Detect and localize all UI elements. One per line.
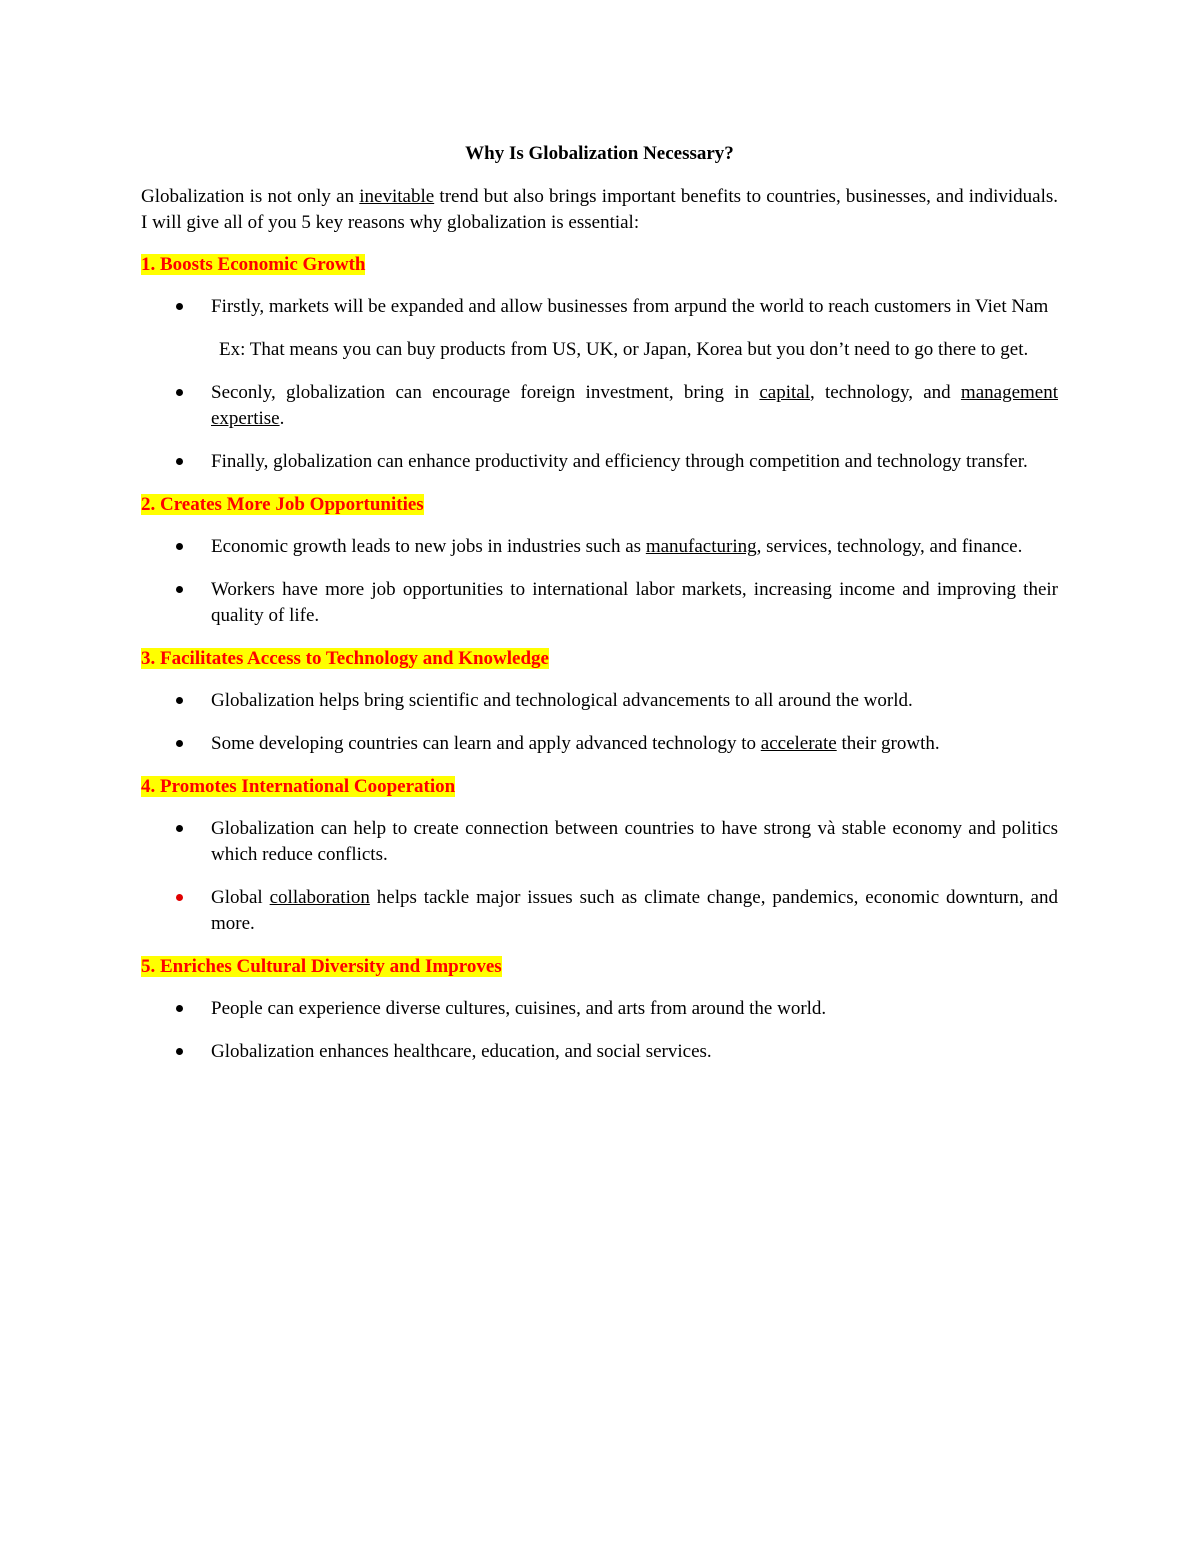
list-item: Economic growth leads to new jobs in industries such as manufacturing, services, technology, and finance.: [141, 534, 1058, 560]
list-item: Globalization can help to create connection between countries to have strong và stable economy and politics which reduce conflicts.: [141, 816, 1058, 868]
bullet-icon: [176, 586, 183, 593]
bullet-icon: [176, 825, 183, 832]
list-item: Globalization enhances healthcare, education, and social services.: [141, 1039, 1058, 1065]
section-2-list: [141, 534, 1058, 629]
red-bullet-icon: [176, 894, 183, 901]
bullet-icon: [176, 543, 183, 550]
document-body: [141, 141, 1058, 1082]
list-item: Global collaboration helps tackle major issues such as climate change, pandemics, economic downturn, and more.: [141, 885, 1058, 937]
section-3-list: [141, 688, 1058, 757]
section-1-list: [141, 294, 1058, 320]
intro-text-1: Globalization is not only an: [141, 186, 360, 207]
bullet-icon: [176, 303, 183, 310]
intro-text-2: trend but also brings important benefits to countries, businesses, and individuals. I will give all of you 5 key reasons why globalization is essential:: [141, 186, 1059, 233]
section-1-heading: 1. Boosts Economic Growth: [141, 254, 366, 275]
section-5-list: [141, 996, 1058, 1065]
section-3-heading: 3. Facilitates Access to Technology and Knowledge: [141, 648, 549, 669]
list-item: People can experience diverse cultures, cuisines, and arts from around the world.: [141, 996, 1058, 1022]
bullet-icon: [176, 1005, 183, 1012]
list-item: Seconly, globalization can encourage foreign investment, bring in capital, technology, and management expertise.: [141, 380, 1058, 432]
bullet-icon: [176, 458, 183, 465]
section-2-heading: 2. Creates More Job Opportunities: [141, 494, 424, 515]
intro-paragraph: [141, 184, 1058, 236]
bullet-icon: [176, 1048, 183, 1055]
bullet-icon: [176, 697, 183, 704]
section-5-heading: 5. Enriches Cultural Diversity and Improves: [141, 956, 502, 977]
list-item: Some developing countries can learn and apply advanced technology to accelerate their growth.: [141, 731, 1058, 757]
list-item: Globalization helps bring scientific and technological advancements to all around the world.: [141, 688, 1058, 714]
intro-underlined-term: inevitable: [359, 186, 435, 207]
example-paragraph: Ex: That means you can buy products from US, UK, or Japan, Korea but you don’t need to go there to get.: [219, 339, 1029, 360]
list-item: Finally, globalization can enhance productivity and efficiency through competition and technology transfer.: [141, 449, 1058, 475]
bullet-icon: [176, 740, 183, 747]
list-item: Workers have more job opportunities to international labor markets, increasing income and improving their quality of life.: [141, 577, 1058, 629]
bullet-icon: [176, 389, 183, 396]
list-item: Firstly, markets will be expanded and allow businesses from arpund the world to reach customers in Viet Nam: [141, 294, 1058, 320]
section-1-list-continued: [141, 380, 1058, 475]
document-title: Why Is Globalization Necessary?: [465, 143, 734, 164]
section-4-list: [141, 816, 1058, 937]
section-4-heading: 4. Promotes International Cooperation: [141, 776, 456, 797]
